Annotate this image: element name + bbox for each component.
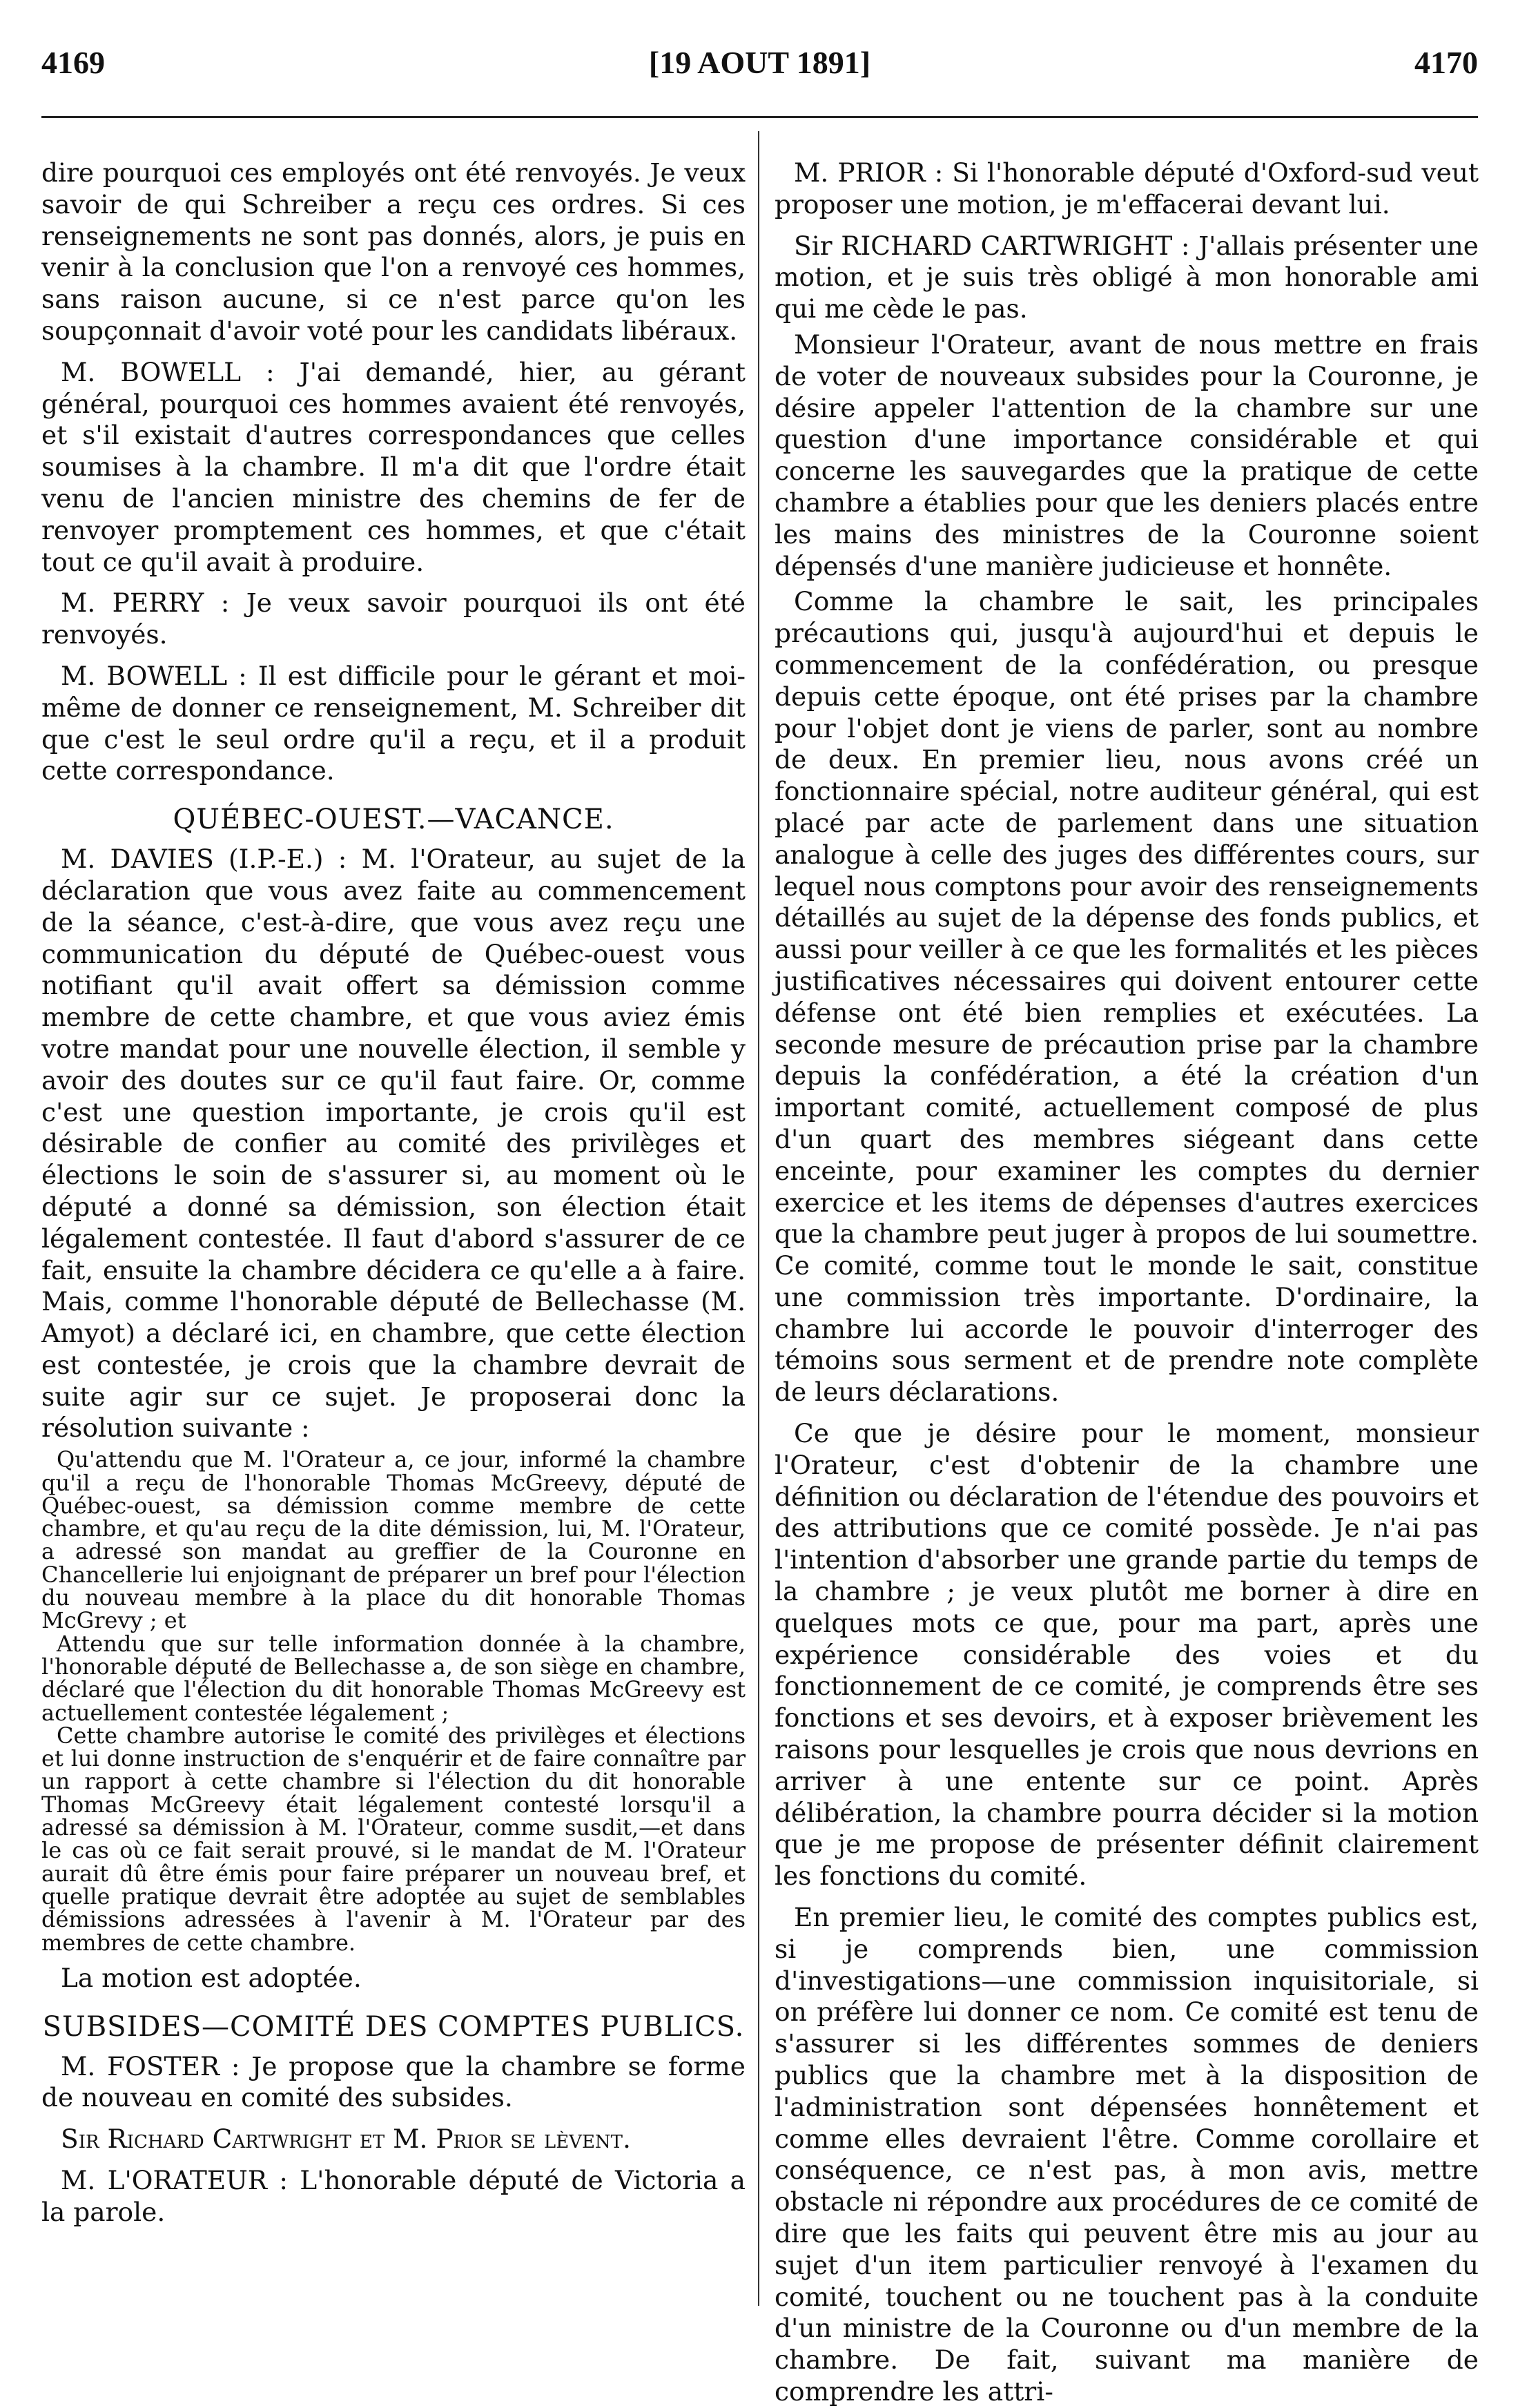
paragraph: Comme la chambre le sait, les principales précautions qui, jusqu'à aujourd'hui et depuis le commencement de la confédération, ou presque depuis cette époque, ont été prises par la chambre pour l'objet dont je viens de parler, sont au nombre de deux. En premier lieu, nous avons créé un fonctionnaire spécial, notre auditeur général, qui est placé par acte de parlement dans une situation analogue à celle des juges des différentes cours, sur lequel nous comptons pour avoir des renseignements détaillés au sujet de la dépense des fonds publics, et aussi pour veiller à ce que les formalités et les pièces justificatives nécessaires qui doivent entourer cette défense ont été bien remplies et exécutées. La seconde mesure de précaution prise par la chambre depuis la confédération, a été la création d'un important comité, actuellement composé de plus d'un quart des membres siégeant dans cette enceinte, pour examiner les comptes du dernier exercice et les items de dépenses d'autres exercices que la chambre peut juger à propos de lui soumettre. Ce comité, comme tout le monde le sait, constitue une commission très importante. D'ordinaire, la chambre lui accorde le pouvoir d'interroger des témoins sous serment et de prendre note complète de leurs déclarations. (775, 586, 1479, 1408)
page-number-right: 4170 (1414, 45, 1478, 80)
paragraph: Monsieur l'Orateur, avant de nous mettre en frais de voter de nouveaux subsides pour la Couronne, je désire appeler l'attention de la chambre sur une question d'une importance considérable et qui concerne les sauvegardes que la pratique de cette chambre a établies pour que les deniers placés entre les mains des ministres de la Couronne soient dépensés d'une manière judicieuse et honnête. (775, 329, 1479, 581)
page-number-left: 4169 (41, 45, 105, 80)
quote-paragraph: Cette chambre autorise le comité des privilèges et élections et lui donne instruction de s'enquérir et de faire connaître par un rapport à cette chambre si l'élection du dit honorable Thomas McGreevy était légalement contesté lorsqu'il a adressé sa démission à M. l'Orateur, comme susdit,—et dans le cas où ce fait serait prouvé, si le mandat de M. l'Orateur aurait dû être émis pour faire préparer un nouveau bref, et quelle pratique devrait être adoptée au sujet de semblables démissions adressées à l'avenir à M. l'Orateur par des membres de cette chambre. (41, 1722, 746, 1956)
paragraph: Sir Richard Cartwright et M. Prior se lèvent. (61, 2124, 631, 2155)
paragraph: M. FOSTER : Je propose que la chambre se forme de nouveau en comité des subsides. (41, 2050, 746, 2113)
paragraph: M. L'ORATEUR : L'honorable député de Victoria a la parole. (41, 2165, 746, 2227)
paragraph: M. BOWELL : J'ai demandé, hier, au gérant général, pourquoi ces hommes avaient été renvoyés, et s'il existait d'autres correspondances que celles soumises à la chambre. Il m'a dit que l'ordre était venu de l'ancien ministre des chemins de fer de renvoyer promptement ces hommes, et que c'était tout ce qu'il avait à produire. (41, 356, 746, 577)
quote-paragraph: Attendu que sur telle information donnée à la chambre, l'honorable député de Bellechasse a, de son siège en chambre, déclaré que l'élection du dit honorable Thomas McGreevy est actuellement contestée légalement ; (41, 1630, 746, 1726)
header-rule (41, 116, 1478, 118)
paragraph: M. DAVIES (I.P.-E.) : M. l'Orateur, au sujet de la déclaration que vous avez faite au commencement de la séance, c'est-à-dire, que vous avez reçu une communication du député de Québec-ouest vous notifiant qu'il avait offert sa démission comme membre de cette chambre, et que vous aviez émis votre mandat pour une nouvelle élection, il semble y avoir des doutes sur ce qu'il faut faire. Or, comme c'est une question importante, je crois qu'il est désirable de confier au comité des privilèges et élections le soin de s'assurer si, au moment où le député a donné sa démission, son élection était légalement contestée. Il faut d'abord s'assurer de ce fait, ensuite la chambre décidera ce qu'elle a à faire. Mais, comme l'honorable député de Bellechasse (M. Amyot) a déclaré ici, en chambre, que cette élection est contestée, je crois que la chambre devrait de suite agir sur ce sujet. Je proposerai donc la résolution suivante : (41, 844, 746, 1444)
left-column (41, 157, 746, 2318)
paragraph: Sir RICHARD CARTWRIGHT : J'allais présenter une motion, et je suis très obligé à mon honorable ami qui me cède le pas. (775, 230, 1479, 324)
right-column (775, 157, 1479, 2407)
quote-paragraph: Qu'attendu que M. l'Orateur a, ce jour, informé la chambre qu'il a reçu de l'honorable Thomas McGreevy, député de Québec-ouest, sa démission comme membre de cette chambre, et qu'au reçu de la dite démission, lui, M. l'Orateur, a adressé son mandat au greffier de la Couronne en Chancellerie lui enjoignant de préparer un bref pour l'élection du nouveau membre à la place du dit honorable Thomas McGrevy ; et (41, 1446, 746, 1634)
resolution-quote (41, 1448, 746, 1954)
page-header (41, 44, 1478, 93)
paragraph: En premier lieu, le comité des comptes publics est, si je comprends bien, une commission d'investigations—une commission inquisitoriale, si on préfère lui donner ce nom. Ce comité est tenu de s'assurer si les différentes sommes de deniers publics que la chambre met à la disposition de l'administration sont dépensées honnêtement et comme elles devraient l'être. Comme corollaire et conséquence, ce n'est pas, à mon avis, mettre obstacle ni répondre aux procédures de ce comité de dire que les faits qui peuvent être mis au jour au sujet d'un item particulier renvoyé à l'examen du comité, touchent ou ne touchent pas à la conduite d'un ministre de la Couronne ou d'un membre de la chambre. De fait, suivant ma manière de comprendre les attri- (775, 1902, 1479, 2407)
paragraph: M. PRIOR : Si l'honorable député d'Oxford-sud veut proposer une motion, je m'effacerai devant lui. (775, 157, 1479, 220)
paragraph: La motion est adoptée. (61, 1962, 362, 1993)
paragraph: M. PERRY : Je veux savoir pourquoi ils ont été renvoyés. (41, 588, 746, 650)
section-heading: QUÉBEC-OUEST.—VACANCE. (173, 804, 614, 836)
paragraph: Ce que je désire pour le moment, monsieur l'Orateur, c'est d'obtenir de la chambre une définition ou déclaration de l'étendue des pouvoirs et des attributions que ce comité possède. Je n'ai pas l'intention d'absorber une grande partie du temps de la chambre ; je veux plutôt me borner à dire en quelques mots ce que, pour ma part, après une expérience considérable des voies et du fonctionnement de ce comité, je comprends être ses fonctions et ses devoirs, et à exposer brièvement les raisons pour lesquelles je crois que nous devrions en arriver à une entente sur ce point. Après délibération, la chambre pourra décider si la motion que je me propose de présenter définit clairement les fonctions du comité. (775, 1418, 1479, 1892)
header-date: [19 AOUT 1891] (648, 45, 871, 80)
section-heading: SUBSIDES—COMITÉ DES COMPTES PUBLICS. (42, 2010, 745, 2043)
paragraph: M. BOWELL : Il est difficile pour le gérant et moi-même de donner ce renseignement, M. Schreiber dit que c'est le seul ordre qu'il a reçu, et il a produit cette correspondance. (41, 660, 746, 786)
column-divider (758, 131, 759, 2306)
paragraph: dire pourquoi ces employés ont été renvoyés. Je veux savoir de qui Schreiber a reçu ces ordres. Si ces renseignements ne sont pas donnés, alors, je puis en venir à la conclusion que l'on a renvoyé ces hommes, sans raison aucune, si ce n'est parce qu'on les soupçonnait d'avoir voté pour les candidats libéraux. (41, 157, 746, 346)
